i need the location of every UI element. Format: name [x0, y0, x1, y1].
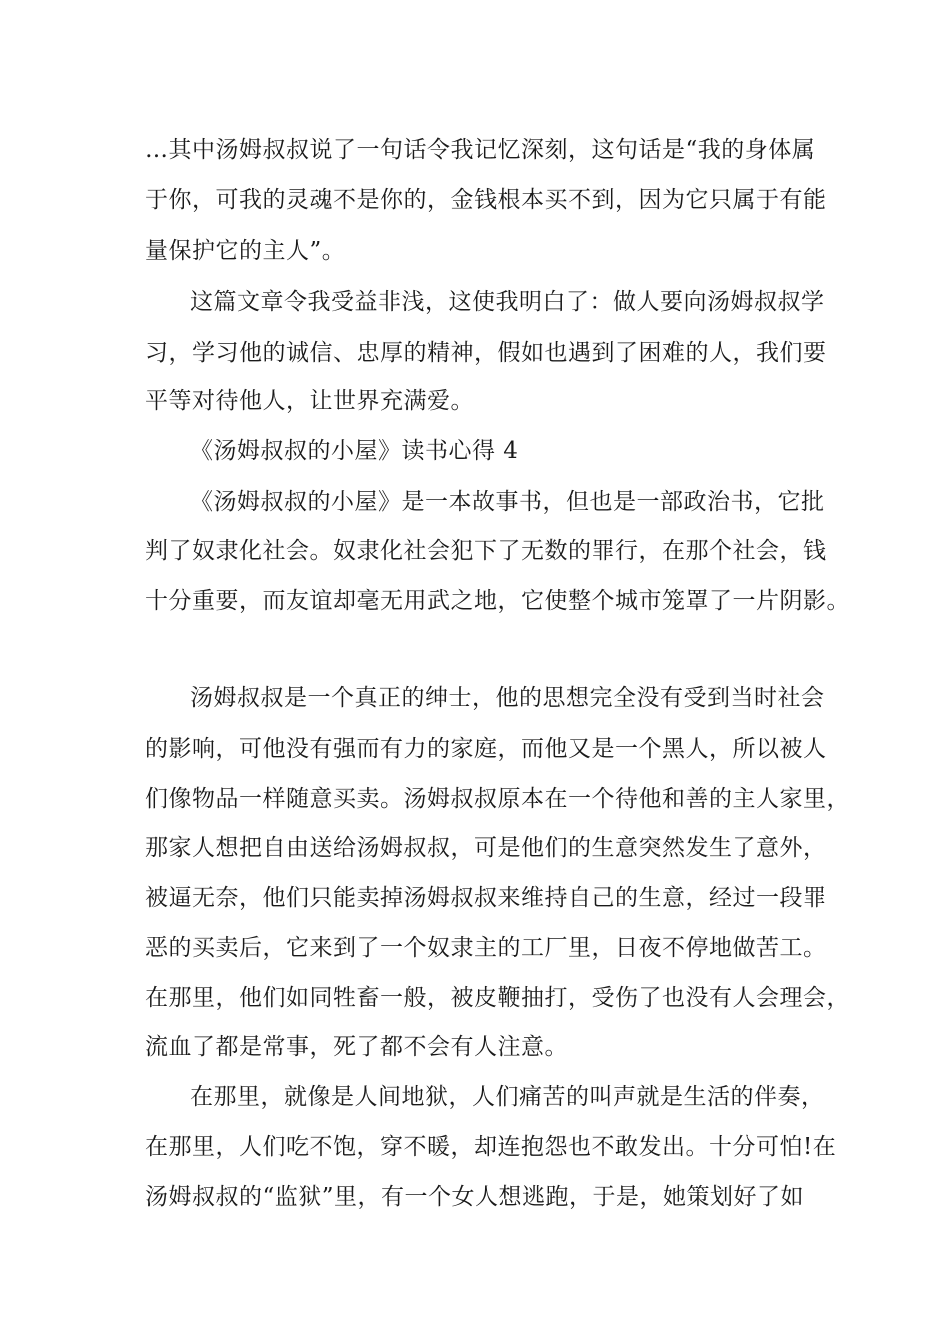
- text-line: 于你，可我的灵魂不是你的，金钱根本买不到，因为它只属于有能: [145, 187, 827, 213]
- section-heading: 《汤姆叔叔的小屋》读书心得 4: [190, 438, 519, 464]
- text-line: 汤姆叔叔的“监狱”里，有一个女人想逃跑，于是，她策划好了如: [145, 1184, 805, 1210]
- text-line: 的影响，可他没有强而有力的家庭，而他又是一个黑人，所以被人: [145, 736, 827, 762]
- text-line: 这篇文章令我受益非浅，这使我明白了：做人要向汤姆叔叔学: [190, 289, 825, 315]
- text-line: 被逼无奈，他们只能卖掉汤姆叔叔来维持自己的生意，经过一段罪: [145, 885, 827, 911]
- text-line: 恶的买卖后，它来到了一个奴隶主的工厂里，日夜不停地做苦工。: [145, 935, 827, 961]
- text-line: 《汤姆叔叔的小屋》是一本故事书，但也是一部政治书，它批: [190, 489, 825, 515]
- text-line: 们像物品一样随意买卖。汤姆叔叔原本在一个待他和善的主人家里，: [145, 786, 850, 812]
- text-line: 流血了都是常事，死了都不会有人注意。: [145, 1034, 568, 1060]
- text-line: 在那里，人们吃不饱，穿不暖，却连抱怨也不敢发出。十分可怕!在: [145, 1134, 837, 1160]
- text-line: 量保护它的主人”。: [145, 238, 346, 264]
- text-line: 在那里，他们如同牲畜一般，被皮鞭抽打，受伤了也没有人会理会，: [145, 985, 850, 1011]
- text-line: 判了奴隶化社会。奴隶化社会犯下了无数的罪行，在那个社会，钱: [145, 538, 827, 564]
- text-line: 在那里，就像是人间地狱，人们痛苦的叫声就是生活的伴奏，: [190, 1084, 825, 1110]
- text-line: 平等对待他人，让世界充满爱。: [145, 388, 474, 414]
- text-line: 汤姆叔叔是一个真正的绅士，他的思想完全没有受到当时社会: [190, 685, 825, 711]
- text-line: 十分重要，而友谊却毫无用武之地，它使整个城市笼罩了一片阴影。: [145, 588, 850, 614]
- text-line: 习，学习他的诚信、忠厚的精神，假如也遇到了困难的人，我们要: [145, 340, 827, 366]
- text-line: …其中汤姆叔叔说了一句话令我记忆深刻，这句话是“我的身体属: [145, 137, 816, 163]
- text-line: 那家人想把自由送给汤姆叔叔，可是他们的生意突然发生了意外，: [145, 835, 827, 861]
